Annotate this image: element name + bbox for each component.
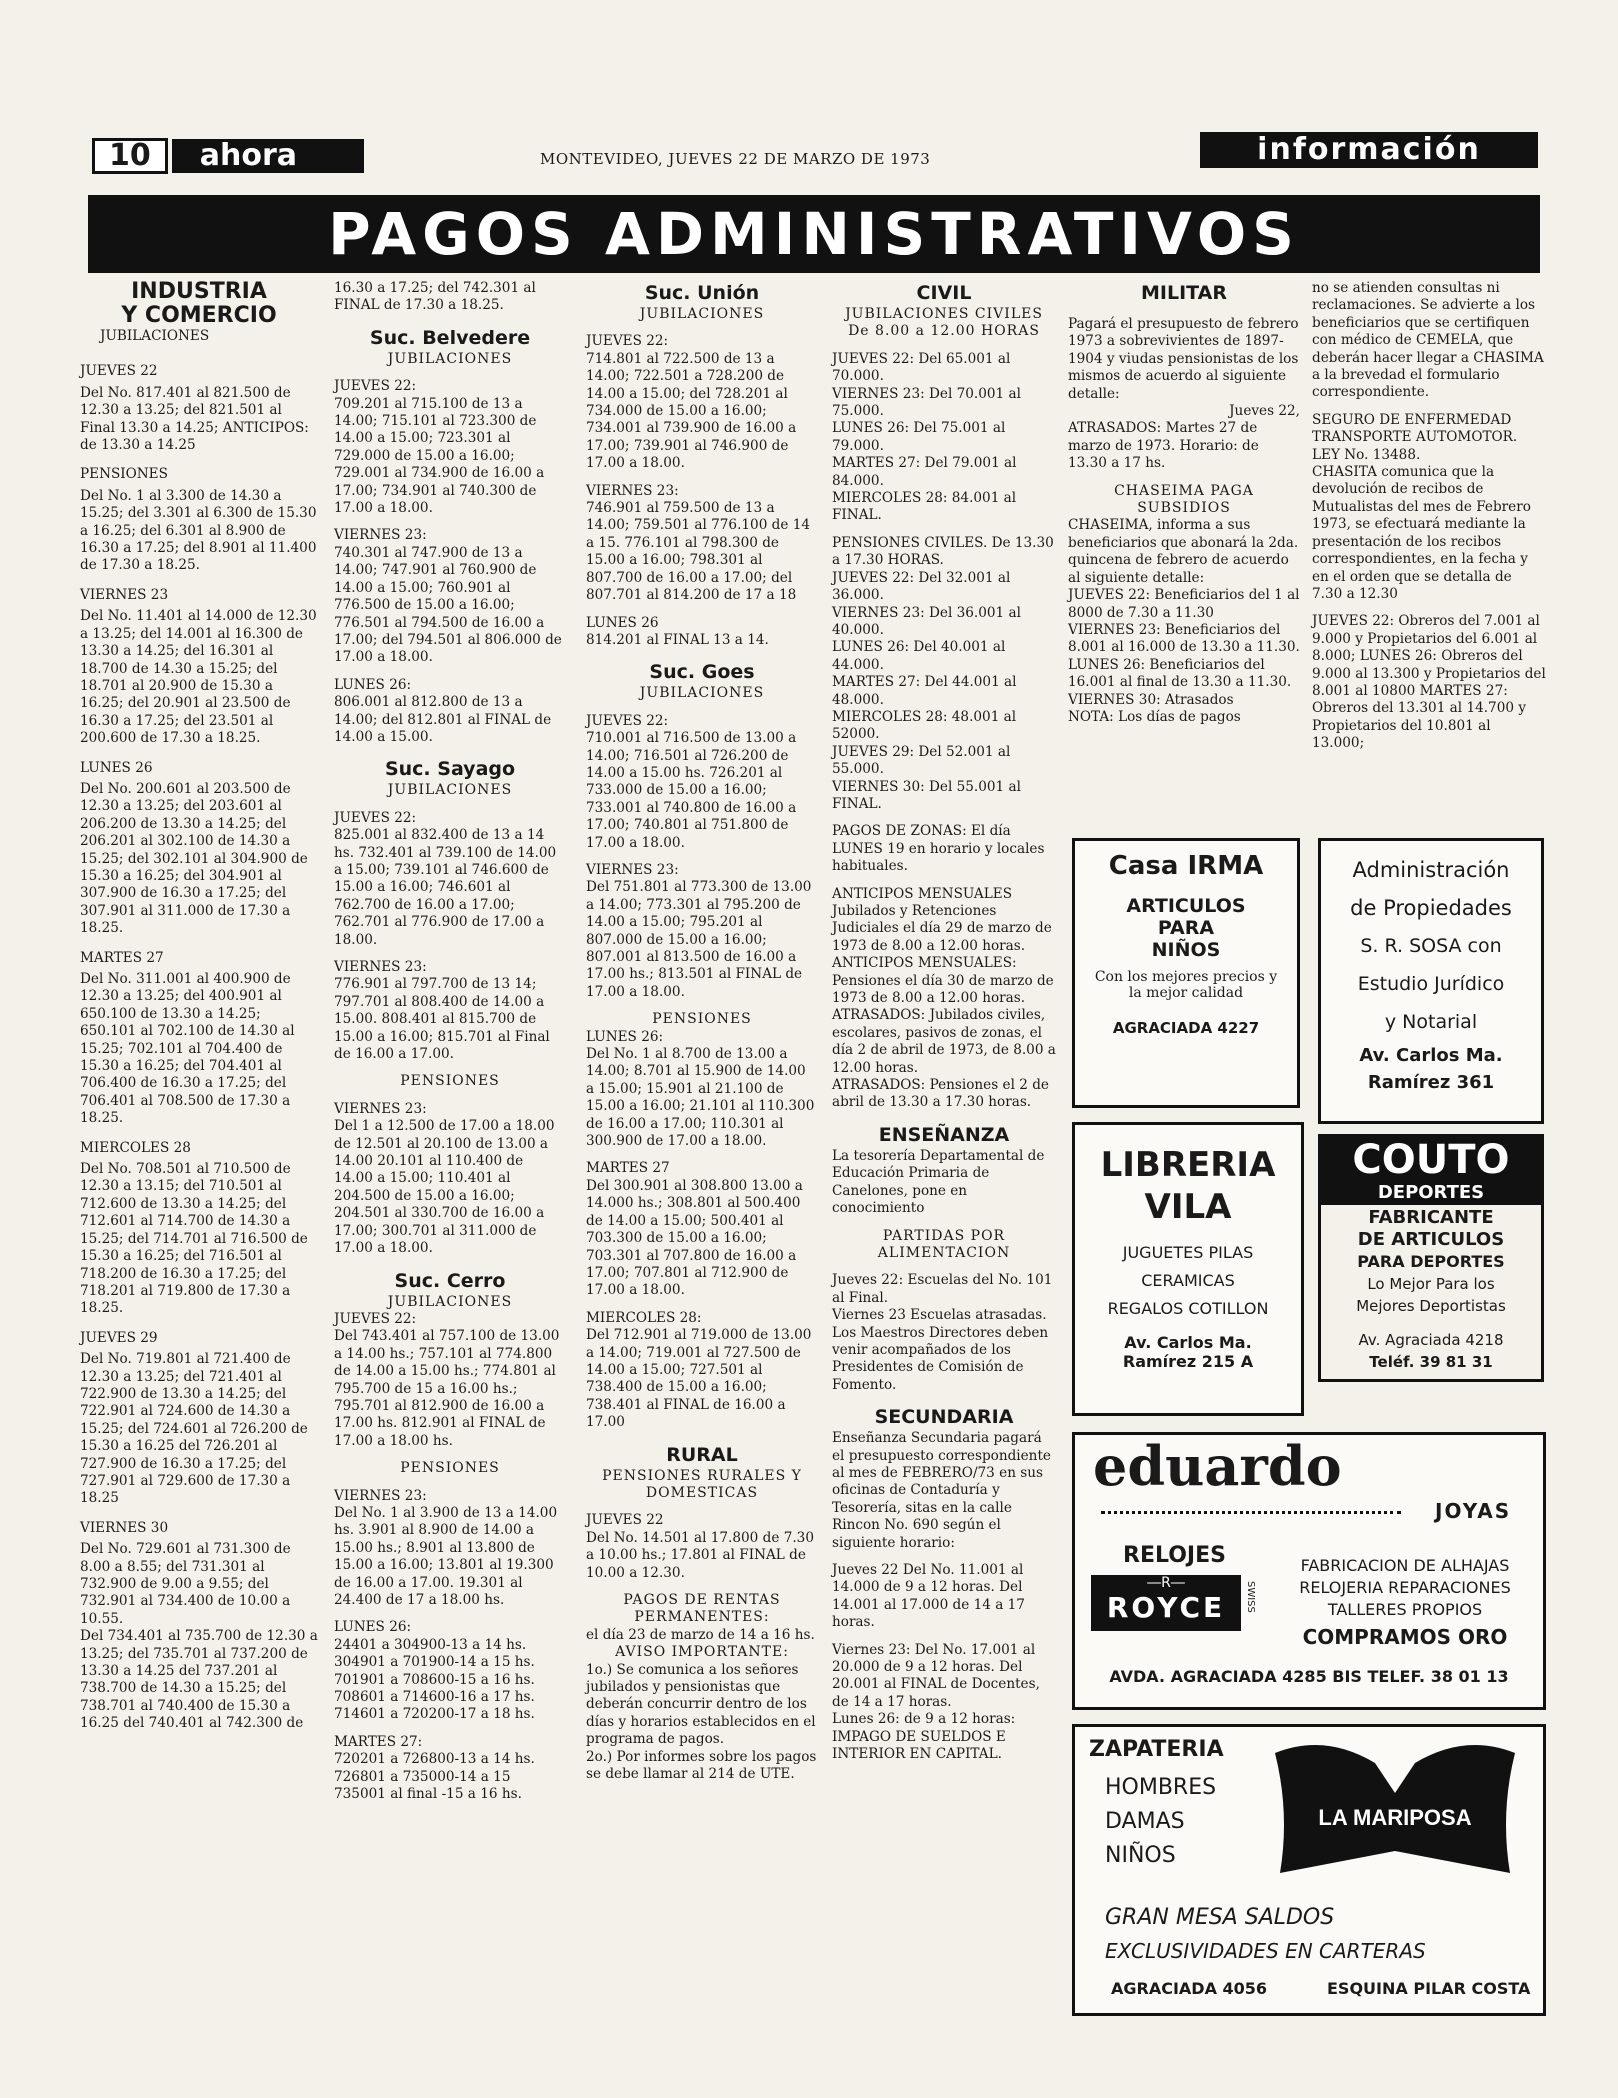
payment-text: 776.901 al 797.700 de 13 14; 797.701 al 808.400 de 14.00 a 15.00. 808.401 al 815.700 de 15.00 a 16.00; 815.701 al Final de 16.00 a 17.00. <box>334 976 550 1063</box>
payment-text: 709.201 al 715.100 de 13 a 14.00; 715.101 al 723.300 de 14.00 a 15.00; 723.301 al 729.000 de 15.00 a 16.00; 729.001 al 734.900 de 16.00 a 17.00; 734.901 al 740.300 de 17.00 a 18.00. <box>334 395 545 517</box>
ad-text: DEPORTES <box>1377 1182 1485 1203</box>
subheading: JUBILACIONES <box>387 350 513 367</box>
payment-text: Del 1 a 12.500 de 17.00 a 18.00 de 12.501 al 20.100 de 13.00 a 14.00 20.101 al 110.400 de 14.00 a 15.00; 110.401 al 204.500 de 15.00 a 16.00; 204.501 al 330.700 de 16.00 a 17.00; 300.701 al 311.000 de 17.00 a 18.00. <box>334 1118 555 1257</box>
payment-text: no se atienden consultas ni reclamaciones. Se advierte a los beneficiarios que se certifiquen con médico de CEMELA, que deberán hacer llegar a CHASIMA a la brevedad el formulario correspondiente. <box>1312 280 1544 401</box>
section-title: información <box>1200 132 1538 168</box>
payment-text: Del 751.801 al 773.300 de 13.00 a 14.00; 773.301 al 795.200 de 14.00 a 15.00; 795.201 al 807.000 de 15.00 a 16.00; 807.001 al 813.500 de 16.00 a 17.00 hs.; 813.501 al FINAL de 17.00 a 18.00. <box>586 879 812 1000</box>
day-label: MARTES 27 <box>586 1160 670 1177</box>
payment-text: VIERNES 30: Del 55.001 al FINAL. <box>832 778 1021 812</box>
payment-text: Del No. 729.601 al 731.300 de 8.00 a 8.55; del 731.301 al 732.900 de 9.00 a 9.55; del 732.901 al 734.400 de 10.00 a 10.55. <box>80 1541 291 1627</box>
day-label: VIERNES 23: <box>334 527 427 544</box>
ad-text: RELOJERIA REPARACIONES <box>1299 1578 1511 1597</box>
payment-text: NOTA: Los días de pagos <box>1068 708 1241 725</box>
subheading: AVISO IMPORTANTE: <box>615 1644 789 1661</box>
day-label: VIERNES 23: <box>334 959 427 975</box>
payment-text: VIERNES 23: Del 70.001 al 75.000. <box>832 385 1021 420</box>
payment-text: Del No. 817.401 al 821.500 de 12.30 a 13.25; del 821.501 al Final 13.30 a 14.25; ANTICIPOS: de 13.30 a 14.25 <box>80 384 309 454</box>
subheading: PARTIDAS POR ALIMENTACION <box>877 1227 1011 1261</box>
day-label: JUEVES 29 <box>80 1329 158 1346</box>
ad-text: DE ARTICULOS <box>1357 1229 1505 1250</box>
payment-text: Jueves 22: Escuelas del No. 101 al Final. <box>832 1272 1053 1306</box>
mariposa-brand: LA MARIPOSA <box>1318 1805 1472 1830</box>
payment-text: Del 734.401 al 735.700 de 12.30 a 13.25; del 735.701 al 737.200 de 13.30 a 14.25 del 737.201 al 738.700 de 14.30 a 15.25; del 738.701 al 740.400 de 15.30 a 16.25 del 740.401 al 742.300 de <box>80 1628 318 1732</box>
payment-text: 806.001 al 812.800 de 13 a 14.00; del 812.801 al FINAL de 14.00 a 15.00. <box>334 694 552 745</box>
ad-text: REGALOS COTILLON <box>1107 1299 1269 1318</box>
ad-text: ZAPATERIA <box>1089 1737 1224 1762</box>
ad-eduardo-joyas <box>1072 1432 1546 1710</box>
newspaper-name: ahora <box>172 139 364 173</box>
butterfly-icon <box>1265 1733 1525 1883</box>
day-label: PENSIONES <box>80 466 168 483</box>
payment-text: JUEVES 29: Del 52.001 al 55.000. <box>832 743 1011 778</box>
page-number: 10 <box>92 138 168 174</box>
payment-text: JUEVES 22: Obreros del 7.001 al 9.000 y Propietarios del 6.001 al 8.000; LUNES 26: Obreros del 9.000 al 13.300 y Propietarios del 8.001 al 10800 MARTES 27: Obreros del 13.301 al 14.700 y Propietarios del 10.801 al 13.000; <box>1312 613 1546 752</box>
heading-belvedere: Suc. Belvedere <box>369 326 531 349</box>
payment-text: Jueves 22, <box>1229 403 1300 420</box>
payment-text: MIERCOLES 28: 84.001 al FINAL. <box>832 490 1017 524</box>
subheading: CHASEIMA PAGA SUBSIDIOS <box>1114 482 1254 517</box>
payment-text: MARTES 27: Del 44.001 al 48.000. <box>832 674 1017 708</box>
day-label: VIERNES 23 <box>80 586 169 603</box>
day-label: LUNES 26 <box>80 759 153 776</box>
ad-text: FABRICANTE <box>1368 1207 1494 1228</box>
payment-text: Del No. 14.501 al 17.800 de 7.30 a 10.00 hs.; 17.801 al FINAL de 10.00 a 12.30. <box>586 1529 814 1581</box>
page-banner: PAGOS ADMINISTRATIVOS <box>88 195 1540 273</box>
column-chasita <box>1312 280 1546 753</box>
ad-address: AGRACIADA 4056 <box>1111 1979 1268 1998</box>
ad-text: S. R. SOSA con <box>1360 935 1502 957</box>
ad-text: RELOJES <box>1123 1543 1226 1568</box>
payment-text: 710.001 al 716.500 de 13.00 a 14.00; 716.501 al 726.200 de 14.00 a 15.00 hs. 726.201 al 733.000 de 15.00 a 16.00; 733.001 al 740.800 de 16.00 a 17.00; 740.801 al 751.800 de 17.00 a 18.00. <box>586 730 797 851</box>
payment-text: Viernes 23 Escuelas atrasadas. <box>832 1307 1047 1324</box>
ad-text: SWISS <box>1245 1581 1256 1613</box>
heading-industria: INDUSTRIA <box>131 279 267 304</box>
payment-text: 714.801 al 722.500 de 13 a 14.00; 722.501 a 728.200 de 14.00 a 15.00; del 728.201 al 734.000 de 15.00 a 16.00; 734.001 al 739.900 de 16.00 a 17.00; 739.901 al 746.900 de 17.00 a 18.00. <box>586 350 797 472</box>
ad-text: Lo Mejor Para los <box>1367 1275 1495 1293</box>
ad-title: Casa IRMA <box>1108 851 1264 881</box>
ad-address: AGRACIADA 4227 <box>1112 1019 1260 1037</box>
payment-text: Jueves 22 Del No. 11.001 al 14.000 de 9 a 12 horas. Del 14.001 al 17.000 de 14 a 17 horas. <box>832 1562 1025 1631</box>
ad-text: COMPRAMOS ORO <box>1302 1625 1508 1649</box>
divider <box>1101 1511 1401 1514</box>
dateline: MONTEVIDEO, JUEVES 22 DE MARZO DE 1973 <box>540 150 931 168</box>
ad-title: COUTO <box>1352 1137 1510 1183</box>
column-sucursales-1 <box>334 280 566 1803</box>
ad-text: EXCLUSIVIDADES EN CARTERAS <box>1105 1939 1426 1963</box>
payment-text: MARTES 27: Del 79.001 al 84.000. <box>832 455 1017 489</box>
payment-text: La tesorería Departamental de Educación Primaria de Canelones, pone en conocimiento <box>832 1147 1045 1217</box>
payment-text: el día 23 de marzo de 14 a 16 hs. <box>586 1626 815 1643</box>
subheading: PENSIONES <box>400 1460 500 1477</box>
payment-text: LUNES 26: Del 40.001 al 44.000. <box>832 639 1006 673</box>
ad-address: Av. Carlos Ma. <box>1359 1045 1503 1066</box>
subheading: PENSIONES <box>400 1073 500 1090</box>
ad-title: VILA <box>1144 1187 1232 1227</box>
heading-secundaria: SECUNDARIA <box>874 1406 1014 1429</box>
payment-text: ATRASADOS: Pensiones el 2 de abril de 13.30 a 17.30 horas. <box>832 1077 1049 1111</box>
day-label: MIERCOLES 28: <box>586 1309 702 1326</box>
day-label: JUEVES 22 <box>586 1512 664 1529</box>
payment-text: Los Maestros Directores deben venir acompañados de los Presidentes de Comisión de Fomento. <box>832 1324 1049 1393</box>
day-label: JUEVES 22: <box>334 809 417 826</box>
payment-text: Enseñanza Secundaria pagará el presupuesto correspondiente al mes de FEBRERO/73 en sus oficinas de Contaduría y Tesorería, sitas en la calle Rincon No. 690 según el siguiente horario: <box>832 1430 1051 1551</box>
payment-text: ATRASADOS: Jubilados civiles, escolares, pasivos de zonas, el día 2 de abril de 1973, de 8.00 a 12.00 horas. <box>832 1007 1056 1076</box>
heading-civil: CIVIL <box>916 282 972 304</box>
day-label: LUNES 26: <box>334 1619 412 1636</box>
payment-text: Del No. 708.501 al 710.500 de 12.30 a 13.15; del 710.501 al 712.600 de 13.30 a 14.25; del 712.601 al 714.700 de 14.30 a 15.25; del 714.701 al 716.500 de 15.30 a 16.25; del 716.501 al 718.200 de 16.30 a 17.25; del 718.201 al 719.800 de 17.30 a 18.25. <box>80 1161 308 1317</box>
payment-text: Del No. 11.401 al 14.000 de 12.30 a 13.25; del 14.001 al 16.300 de 13.30 a 14.25; del 16.301 al 18.700 de 14.30 a 15.25; del 18.701 al 20.900 de 15.30 a 16.25; del 20.901 al 23.500 de 16.30 a 17.25; del 23.501 al 200.600 de 17.30 a 18.25. <box>80 608 317 747</box>
ad-text: CERAMICAS <box>1141 1271 1235 1290</box>
ad-address: ESQUINA PILAR COSTA <box>1327 1979 1531 1998</box>
subheading: SEGURO DE ENFERMEDAD TRANSPORTE AUTOMOTOR. LEY No. 13488. <box>1312 411 1518 463</box>
ad-address: Ramírez 215 A <box>1122 1352 1254 1371</box>
payment-text: 2o.) Por informes sobre los pagos se debe llamar al 214 de UTE. <box>586 1748 817 1783</box>
payment-text: Del No. 1 al 8.700 de 13.00 a 14.00; 8.701 al 15.900 de 14.00 a 15.00; 15.901 al 21.100 de 15.00 a 16.00; 21.101 al 110.300 de 16.00 a 17.00; 110.301 al 300.900 de 17.00 a 18.00. <box>586 1046 815 1150</box>
day-label: MARTES 27: <box>334 1733 423 1750</box>
payment-text: Del 743.401 al 757.100 de 13.00 a 14.00 hs.; 757.101 al 774.800 de 14.00 a 15.00 hs.; 774.801 al 795.700 de 15 a 16.00 hs.; 795.701 al 812.900 de 16.00 a 17.00 hs. 812.901 al FINAL de 17.00 a 18.00 hs. <box>334 1328 560 1449</box>
payment-text: VIERNES 23: Del 36.001 al 40.000. <box>832 604 1021 638</box>
heading-rural: RURAL <box>666 1443 738 1466</box>
ad-text: de Propiedades <box>1350 896 1512 920</box>
ad-text: TALLERES PROPIOS <box>1327 1600 1483 1619</box>
day-label: JUEVES 22 <box>80 363 158 380</box>
payment-text: Del 712.901 al 719.000 de 13.00 a 14.00; 719.001 al 727.500 de 14.00 a 15.00; 727.501 al 738.400 de 15.00 a 16.00; 738.401 al FINAL de 16.00 a 17.00 <box>586 1327 812 1431</box>
subheading: PENSIONES RURALES Y DOMESTICAS <box>602 1467 802 1501</box>
payment-text: JUEVES 22: Del 32.001 al 36.000. <box>832 569 1011 604</box>
column-industria <box>80 280 318 1733</box>
subheading: PAGOS DE RENTAS PERMANENTES: <box>623 1592 781 1626</box>
ad-sosa <box>1318 838 1544 1124</box>
payment-text: ANTICIPOS MENSUALES Jubilados y Retenciones Judiciales el día 29 de marzo de 1973 de 8.00 a 12.00 horas. <box>832 885 1052 954</box>
ad-text: FABRICACION DE ALHAJAS <box>1300 1556 1510 1575</box>
payment-text: 814.201 al FINAL 13 a 14. <box>586 631 769 648</box>
day-label: VIERNES 23: <box>586 861 679 878</box>
payment-text: ATRASADOS: Martes 27 de marzo de 1973. Horario: de 13.30 a 17 hs. <box>1068 420 1259 472</box>
heading-militar: MILITAR <box>1141 282 1227 304</box>
heading-goes: Suc. Goes <box>649 661 755 684</box>
day-label: LUNES 26: <box>334 676 412 693</box>
payment-text: Del No. 1 al 3.900 de 13 a 14.00 hs. 3.901 al 8.900 de 14.00 a 15.00 hs.; 8.901 al 13.800 de 15.00 a 16.00; 13.801 al 19.300 de 16.00 a 17.00. 19.301 al 24.400 de 17 a 18.00 hs. <box>334 1504 558 1608</box>
page-header-left <box>92 138 364 174</box>
ad-casa-irma <box>1072 838 1300 1108</box>
day-label: JUEVES 22: <box>586 333 669 350</box>
ad-brand: ROYCE <box>1106 1591 1226 1624</box>
column-militar <box>1068 280 1300 726</box>
ad-address: AVDA. AGRACIADA 4285 BIS TELEF. 38 01 13 <box>1109 1667 1509 1686</box>
ad-text: ARTICULOS <box>1126 895 1246 917</box>
subheading: JUBILACIONES <box>100 328 210 344</box>
payment-text: 16.30 a 17.25; del 742.301 al FINAL de 17.30 a 18.25. <box>334 280 536 314</box>
day-label: VIERNES 30 <box>80 1519 169 1536</box>
subheading: JUBILACIONES CIVILES De 8.00 a 12.00 HORAS <box>845 306 1043 340</box>
payment-text: Viernes 23: Del No. 17.001 al 20.000 de 9 a 12 horas. Del 20.001 al FINAL de Docentes, de 14 a 17 horas. <box>832 1641 1040 1710</box>
ad-text: Con los mejores precios y la mejor calidad <box>1094 969 1278 1001</box>
royce-logo <box>1091 1575 1241 1631</box>
ad-text: JOYAS <box>1435 1499 1512 1523</box>
ad-phone: Teléf. 39 81 31 <box>1369 1353 1493 1371</box>
ad-text: PARA DEPORTES <box>1357 1252 1505 1271</box>
payment-text: CHASEIMA, informa a sus beneficiarios que abonará la 2da. quincena de febrero de acuerdo al siguiente detalle: <box>1068 517 1299 586</box>
ad-text: NIÑOS <box>1151 939 1221 961</box>
day-label: JUEVES 22: <box>586 712 669 729</box>
ad-text: Administración <box>1352 858 1510 882</box>
payment-text: VIERNES 30: Atrasados <box>1068 691 1234 708</box>
payment-text: 1o.) Se comunica a los señores jubilados y pensionistas que deberán concurrir dentro de los días y horarios establecidos en el programa de pagos. <box>586 1661 816 1748</box>
payment-text: Del No. 200.601 al 203.500 de 12.30 a 13.25; del 203.601 al 206.200 de 13.30 a 14.25; del 206.201 al 302.100 de 14.30 a 15.25; del 302.101 al 304.900 de 15.30 a 16.25; del 304.901 al 307.900 de 16.30 a 17.25; del 307.901 al 311.000 de 17.30 a 18.25. <box>80 780 308 937</box>
ad-address: Ramírez 361 <box>1367 1072 1495 1093</box>
ad-title: eduardo <box>1093 1434 1342 1498</box>
ad-address: Av. Carlos Ma. <box>1124 1333 1252 1352</box>
subheading: PENSIONES CIVILES. De 13.30 a 17.30 HORAS. <box>832 534 1054 569</box>
payment-text: JUEVES 22: Del 65.001 al 70.000. <box>832 350 1011 385</box>
payment-text: PAGOS DE ZONAS: El día LUNES 19 en horario y locales habituales. <box>832 823 1045 875</box>
payment-text: CHASITA comunica que la devolución de recibos de Mutualistas del mes de Febrero 1973, se efectuará mediante la presentación de los recibos correspondientes, en la fecha y en el orden que se detalla de 7.30 a 12.30 <box>1312 464 1531 602</box>
payment-text: JUEVES 22: Beneficiarios del 1 al 8000 de 7.30 a 11.30 <box>1068 587 1300 621</box>
ad-text: NIÑOS <box>1105 1843 1176 1868</box>
payment-text: 825.001 al 832.400 de 13 a 14 hs. 732.401 al 739.100 de 14.00 a 15.00; 739.101 al 746.600 de 15.00 a 16.00; 746.601 al 762.700 de 16.00 a 17.00; 762.701 al 776.900 de 17.00 a 18.00. <box>334 827 557 948</box>
day-label: VIERNES 23: <box>334 1487 427 1504</box>
day-label: LUNES 26: <box>586 1028 664 1045</box>
payment-text: Del No. 1 al 3.300 de 14.30 a 15.25; del 3.301 al 6.300 de 15.30 a 16.25; del 6.301 al 8.900 de 16.30 a 17.25; del 8.901 al 11.400 de 17.30 a 18.25. <box>80 487 317 574</box>
ad-text: Estudio Jurídico <box>1357 973 1505 995</box>
payment-text: Pagará el presupuesto de febrero 1973 a sobrevivientes de 1897-1904 y viudas pensionistas de los mismos de acuerdo al siguiente detalle: <box>1068 316 1299 402</box>
day-label: MIERCOLES 28 <box>80 1139 191 1156</box>
payment-text: Del 300.901 al 308.800 13.00 a 14.000 hs.; 308.801 al 500.400 de 14.00 a 15.00; 500.401 al 703.300 de 15.00 a 16.00; 703.301 al 707.800 de 16.00 a 17.00; 707.801 al 712.900 de 17.00 a 18.00. <box>586 1177 803 1299</box>
day-label: MARTES 27 <box>80 949 164 966</box>
heading-sayago: Suc. Sayago <box>384 758 516 781</box>
heading-cerro: Suc. Cerro <box>394 1269 506 1292</box>
subheading: JUBILACIONES <box>387 1293 513 1310</box>
payment-text: 720201 a 726800-13 a 14 hs. 726801 a 735000-14 a 15 735001 al final -15 a 16 hs. <box>334 1751 535 1803</box>
ad-couto <box>1318 1134 1544 1422</box>
ad-address: Av. Agraciada 4218 <box>1358 1331 1504 1349</box>
subheading: JUBILACIONES <box>387 782 513 799</box>
ad-text: JUGUETES PILAS <box>1122 1243 1254 1262</box>
payment-text: LUNES 26: Beneficiarios del 16.001 al final de 13.30 a 11.30. <box>1068 656 1292 691</box>
payment-text: Lunes 26: de 9 a 12 horas: IMPAGO DE SUELDOS E INTERIOR EN CAPITAL. <box>832 1711 1016 1763</box>
ad-text: GRAN MESA SALDOS <box>1105 1905 1335 1930</box>
ad-services <box>1265 1555 1545 1653</box>
payment-text: VIERNES 23: Beneficiarios del 8.001 al 16.000 de 13.30 a 11.30. <box>1068 621 1300 656</box>
subheading: JUBILACIONES <box>639 685 765 702</box>
heading-union: Suc. Unión <box>644 282 760 304</box>
ad-text: DAMAS <box>1105 1809 1185 1834</box>
ad-text: HOMBRES <box>1105 1775 1217 1800</box>
column-civil <box>832 280 1056 1763</box>
ad-la-mariposa <box>1072 1724 1546 2016</box>
ad-text: y Notarial <box>1384 1011 1478 1033</box>
subheading: JUBILACIONES <box>639 306 765 322</box>
day-label: JUEVES 22: <box>334 1310 417 1327</box>
day-label: LUNES 26 <box>586 614 659 631</box>
payment-text: LUNES 26: Del 75.001 al 79.000. <box>832 420 1006 454</box>
heading-ensenanza: ENSEÑANZA <box>878 1123 1010 1146</box>
ad-libreria-vila <box>1072 1122 1304 1416</box>
heading-comercio: Y COMERCIO <box>121 303 277 328</box>
ad-text: Mejores Deportistas <box>1356 1297 1506 1315</box>
payment-text: 740.301 al 747.900 de 13 a 14.00; 747.901 al 760.900 de 14.00 a 15.00; 760.901 al 776.500 de 15.00 a 16.00; 776.501 al 794.500 de 16.00 a 17.00; del 794.501 al 806.000 de 17.00 a 18.00. <box>334 544 562 666</box>
column-sucursales-2 <box>586 280 818 1783</box>
payment-text: MIERCOLES 28: 48.001 al 52000. <box>832 708 1017 743</box>
payment-text: 24401 a 304900-13 a 14 hs. 304901 a 701900-14 a 15 hs. 701901 a 708600-15 a 16 hs. 708601 a 714600-16 a 17 hs. 714601 a 720200-17 a 18 hs. <box>334 1636 535 1723</box>
ad-title: LIBRERIA <box>1100 1145 1276 1185</box>
day-label: VIERNES 23: <box>334 1100 427 1117</box>
subheading: PENSIONES <box>652 1011 752 1028</box>
ad-text: PARA <box>1157 917 1215 939</box>
day-label: JUEVES 22: <box>334 378 417 395</box>
day-label: VIERNES 23: <box>586 482 679 499</box>
payment-text: Del No. 719.801 al 721.400 de 12.30 a 13.25; del 721.401 al 722.900 de 13.30 a 14.25; del 722.901 al 724.600 de 14.30 a 15.25; del 724.601 al 726.200 de 15.30 a 16.25 del 726.201 al 727.900 de 16.30 a 17.25; del 727.901 al 729.600 de 17.30 a 18.25 <box>80 1351 308 1507</box>
payment-text: ANTICIPOS MENSUALES: Pensiones el día 30 de marzo de 1973 de 8.00 a 12.00 horas. <box>832 955 1054 1007</box>
payment-text: Del No. 311.001 al 400.900 de 12.30 a 13.25; del 400.901 al 650.100 de 13.30 a 14.25; 650.101 al 702.100 de 14.30 al 15.25; 702.101 al 704.400 de 15.30 a 16.25; del 704.401 al 706.400 de 16.30 a 17.25; del 706.401 al 708.500 de 17.30 a 18.25. <box>80 971 295 1127</box>
royce-emblem-icon: ―R― <box>1147 1575 1185 1591</box>
payment-text: 746.901 al 759.500 de 13 a 14.00; 759.501 al 776.100 de 14 a 15. 776.101 al 798.300 de 15.00 a 16.00; 798.301 al 807.700 de 16.00 a 17.00; del 807.701 al 814.200 de 17 a 18 <box>586 500 811 604</box>
